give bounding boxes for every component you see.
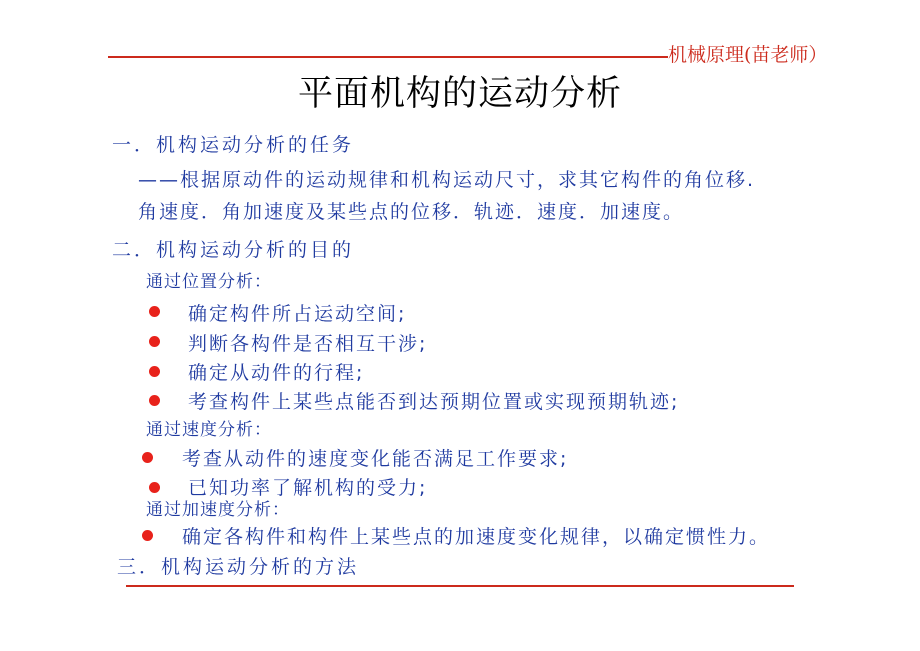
- section-1-line-2: 角速度．角加速度及某些点的位移．轨迹．速度．加速度。: [138, 201, 685, 223]
- bullet-icon: [149, 306, 160, 317]
- acceleration-item-1: 确定各构件和构件上某些点的加速度变化规律，以确定惯性力。: [182, 526, 771, 548]
- section-2-heading: 二．机构运动分析的目的: [112, 239, 355, 261]
- page-title: 平面机构的运动分析: [297, 74, 622, 114]
- section-3-heading: 三．机构运动分析的方法: [117, 556, 360, 578]
- header-rule: [108, 56, 668, 58]
- bullet-icon: [149, 366, 160, 377]
- bullet-icon: [149, 395, 160, 406]
- velocity-analysis-label: 通过速度分析：: [146, 420, 272, 440]
- bullet-icon: [142, 530, 153, 541]
- position-analysis-label: 通过位置分析：: [146, 272, 272, 292]
- velocity-item-2: 已知功率了解机构的受力;: [188, 477, 428, 499]
- acceleration-analysis-label: 通过加速度分析：: [146, 500, 290, 520]
- position-item-4: 考查构件上某些点能否到达预期位置或实现预期轨迹;: [188, 391, 680, 413]
- position-item-1: 确定构件所占运动空间;: [188, 303, 407, 325]
- position-item-3: 确定从动件的行程;: [188, 362, 365, 384]
- position-item-2: 判断各构件是否相互干涉;: [188, 333, 428, 355]
- velocity-item-1: 考查从动件的速度变化能否满足工作要求;: [182, 448, 569, 470]
- section-1-heading: 一．机构运动分析的任务: [112, 134, 355, 156]
- bullet-icon: [142, 452, 153, 463]
- footer-rule: [126, 585, 794, 587]
- section-1-line-1: ——根据原动件的运动规律和机构运动尺寸，求其它构件的角位移.: [138, 169, 756, 191]
- bullet-icon: [149, 336, 160, 347]
- bullet-icon: [149, 482, 160, 493]
- course-label: 机械原理(苗老师）: [668, 44, 828, 66]
